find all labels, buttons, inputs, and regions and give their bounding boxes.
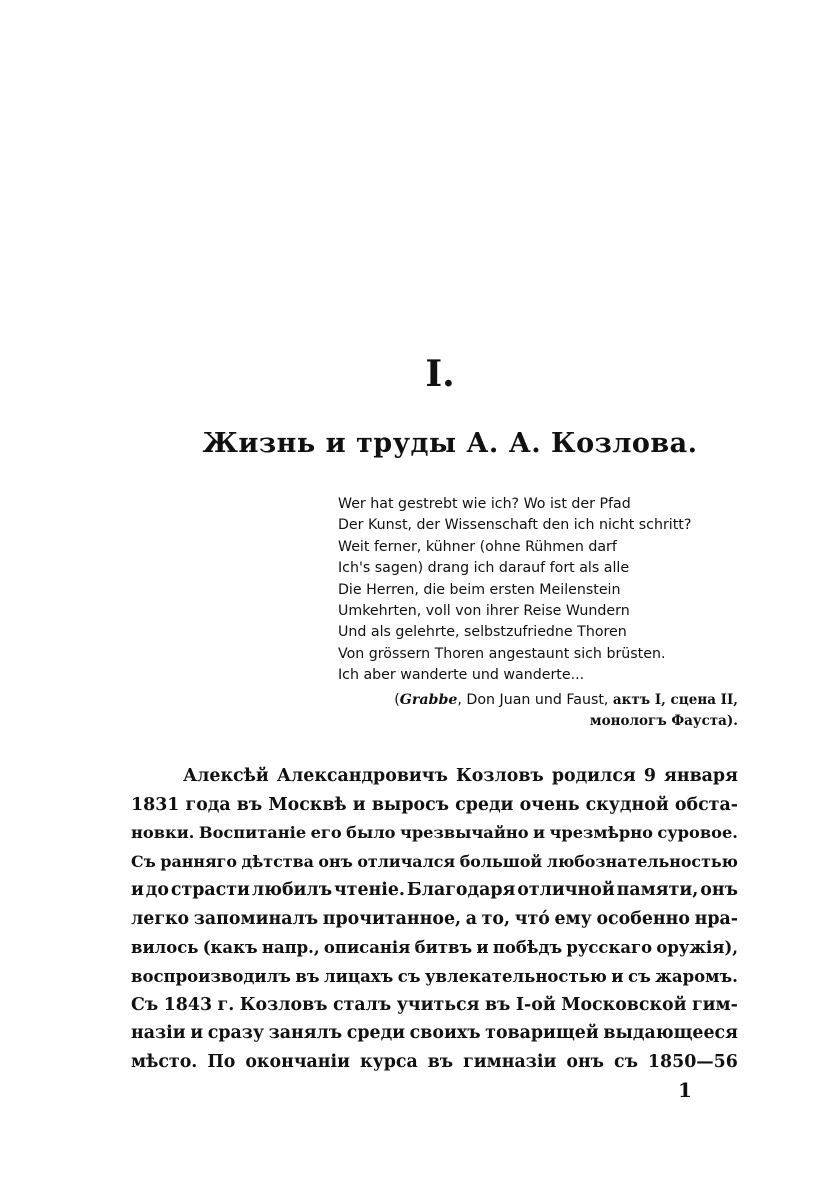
body-word: до xyxy=(145,880,169,901)
body-word: любознательностью xyxy=(546,851,738,871)
body-word: а xyxy=(465,908,478,929)
epigraph-attribution xyxy=(300,690,738,733)
epigraph-line: Der Kunst, der Wissenschaft den ich nicht schritt? xyxy=(338,517,692,534)
body-word: то, xyxy=(481,908,511,929)
body-word: товарищей xyxy=(485,1023,599,1044)
epigraph-line: Ich aber wanderte und wanderte... xyxy=(338,667,585,684)
epigraph-line: Wer hat gestrebt wie ich? Wo ist der Pfad xyxy=(338,496,631,512)
body-word: ранняго xyxy=(160,851,237,871)
body-word: русскаго xyxy=(566,937,653,957)
body-word: родился xyxy=(551,766,636,786)
body-word: страсти xyxy=(170,880,250,901)
body-word: прочитанное, xyxy=(322,908,462,929)
body-word: онъ xyxy=(700,880,738,901)
body-word: увлекательностью xyxy=(425,966,607,987)
body-line xyxy=(131,819,738,848)
body-word: ему xyxy=(554,908,592,929)
body-word: онъ xyxy=(566,1051,605,1072)
body-word: съ xyxy=(613,1051,638,1072)
epigraph xyxy=(338,494,758,687)
body-word: Козловъ xyxy=(239,994,328,1015)
body-word: и xyxy=(476,937,489,957)
body-word: описанія xyxy=(323,937,411,957)
attribution-act: актъ I, сцена II, xyxy=(612,692,738,708)
epigraph-line: Umkehrten, voll von ihrer Reise Wundern xyxy=(338,603,630,620)
body-word: оружія), xyxy=(656,937,738,957)
chapter-numeral: I. xyxy=(425,353,455,395)
body-word: 1843 xyxy=(163,994,213,1015)
body-word: большой xyxy=(459,851,543,871)
attribution-line-1 xyxy=(300,690,738,711)
body-line xyxy=(131,1019,738,1048)
body-word: съ xyxy=(628,966,651,987)
body-word: гим- xyxy=(692,994,738,1015)
body-word: чрезмѣрно xyxy=(549,823,653,843)
body-word: вилось xyxy=(131,937,199,957)
body-word: Благодаря xyxy=(406,880,516,901)
body-line xyxy=(131,762,738,791)
body-word: напр., xyxy=(261,937,320,957)
body-word: учиться xyxy=(396,994,480,1015)
body-line xyxy=(131,791,738,820)
body-word: его xyxy=(310,823,342,843)
body-word: и xyxy=(190,1023,204,1044)
body-word: очень xyxy=(519,794,580,815)
body-word: и xyxy=(352,794,366,815)
body-word: Козловъ xyxy=(455,766,544,786)
epigraph-line: Weit ferner, kühner (ohne Rühmen darf xyxy=(338,538,617,555)
body-word: особенно xyxy=(596,908,690,929)
epigraph-line: Ich's sagen) drang ich darauf fort als alle xyxy=(338,560,630,577)
body-word: 1831 xyxy=(131,794,180,815)
epigraph-line: Die Herren, die beim ersten Meilenstein xyxy=(338,581,621,598)
attribution-open-paren: ( xyxy=(394,692,400,708)
body-word: среди xyxy=(455,794,514,815)
body-word: запоминалъ xyxy=(193,908,319,929)
body-word: г. xyxy=(217,994,235,1015)
body-word: въ xyxy=(295,966,320,987)
body-word: Воспитаніе xyxy=(198,823,307,843)
body-word: отличной xyxy=(517,880,615,901)
body-word: Александровичъ xyxy=(276,766,448,786)
body-word: года xyxy=(185,794,231,815)
body-line xyxy=(131,876,738,905)
body-word: и xyxy=(131,880,144,901)
body-word: По xyxy=(207,1051,236,1072)
body-word: онъ xyxy=(318,851,353,871)
body-word: въ xyxy=(236,794,263,815)
body-line xyxy=(131,962,738,991)
body-word: выросъ xyxy=(371,794,450,815)
body-line xyxy=(131,934,738,963)
body-word: было xyxy=(346,823,396,843)
attribution-line-2: монологъ Фауста). xyxy=(589,713,738,730)
body-word: Москвѣ xyxy=(268,794,347,815)
chapter-title: Жизнь и труды А. А. Козлова. xyxy=(202,428,698,459)
body-word: выдающееся xyxy=(603,1023,738,1044)
body-word: лицахъ xyxy=(324,966,394,987)
body-word: (какъ xyxy=(202,937,258,957)
body-word: чтó xyxy=(514,908,550,929)
body-word: въ xyxy=(484,994,511,1015)
body-paragraph xyxy=(131,762,738,1077)
body-line xyxy=(131,991,738,1020)
body-word: чтеніе. xyxy=(333,880,405,901)
body-word: Съ xyxy=(131,994,159,1015)
body-word: обста- xyxy=(674,794,738,815)
body-word: 1850—56 xyxy=(647,1051,738,1072)
body-word: сразу xyxy=(207,1023,264,1044)
body-word: окончаніи xyxy=(245,1051,351,1072)
body-line xyxy=(131,848,738,877)
body-word: новки. xyxy=(131,823,195,843)
body-word: назіи xyxy=(131,1023,186,1044)
page-number: 1 xyxy=(678,1078,692,1102)
body-word: Съ xyxy=(131,851,156,871)
body-word: воспроизводилъ xyxy=(131,966,291,987)
body-word: курса xyxy=(360,1051,418,1072)
body-line xyxy=(131,905,738,934)
body-word: съ xyxy=(397,966,421,987)
epigraph-line: Und als gelehrte, selbstzufriedne Thoren xyxy=(338,624,627,641)
body-word: занялъ xyxy=(268,1023,343,1044)
body-word: среди xyxy=(346,1023,406,1044)
body-word: любилъ xyxy=(251,880,333,901)
body-word: Алексѣй xyxy=(183,766,269,786)
attribution-work: , Don Juan und Faust, xyxy=(457,692,613,708)
body-word: дѣтства xyxy=(241,851,314,871)
body-word: января xyxy=(664,766,738,786)
body-word: своихъ xyxy=(409,1023,481,1044)
body-word: 9 xyxy=(643,766,656,786)
body-word: Московской xyxy=(561,994,687,1015)
body-word: легко xyxy=(131,908,190,929)
epigraph-line: Von grössern Thoren angestaunt sich brüsten. xyxy=(338,645,666,662)
body-word: въ xyxy=(427,1051,454,1072)
body-word: и xyxy=(533,823,546,843)
body-word: скудной xyxy=(585,794,669,815)
body-word: жаромъ. xyxy=(655,966,738,987)
body-word: I-ой xyxy=(515,994,556,1015)
body-word: отличался xyxy=(357,851,456,871)
body-word: нра- xyxy=(694,908,738,929)
body-word: мѣсто. xyxy=(131,1051,198,1072)
body-word: суровое. xyxy=(657,823,738,843)
attribution-author: Grabbe xyxy=(399,692,458,708)
body-word: памяти, xyxy=(616,880,699,901)
body-line xyxy=(131,1048,738,1077)
body-word: чрезвычайно xyxy=(399,823,529,843)
body-word: и xyxy=(611,966,624,987)
body-word: сталъ xyxy=(333,994,392,1015)
body-word: побѣдъ xyxy=(492,937,563,957)
body-word: битвъ xyxy=(414,937,473,957)
body-word: гимназіи xyxy=(463,1051,557,1072)
